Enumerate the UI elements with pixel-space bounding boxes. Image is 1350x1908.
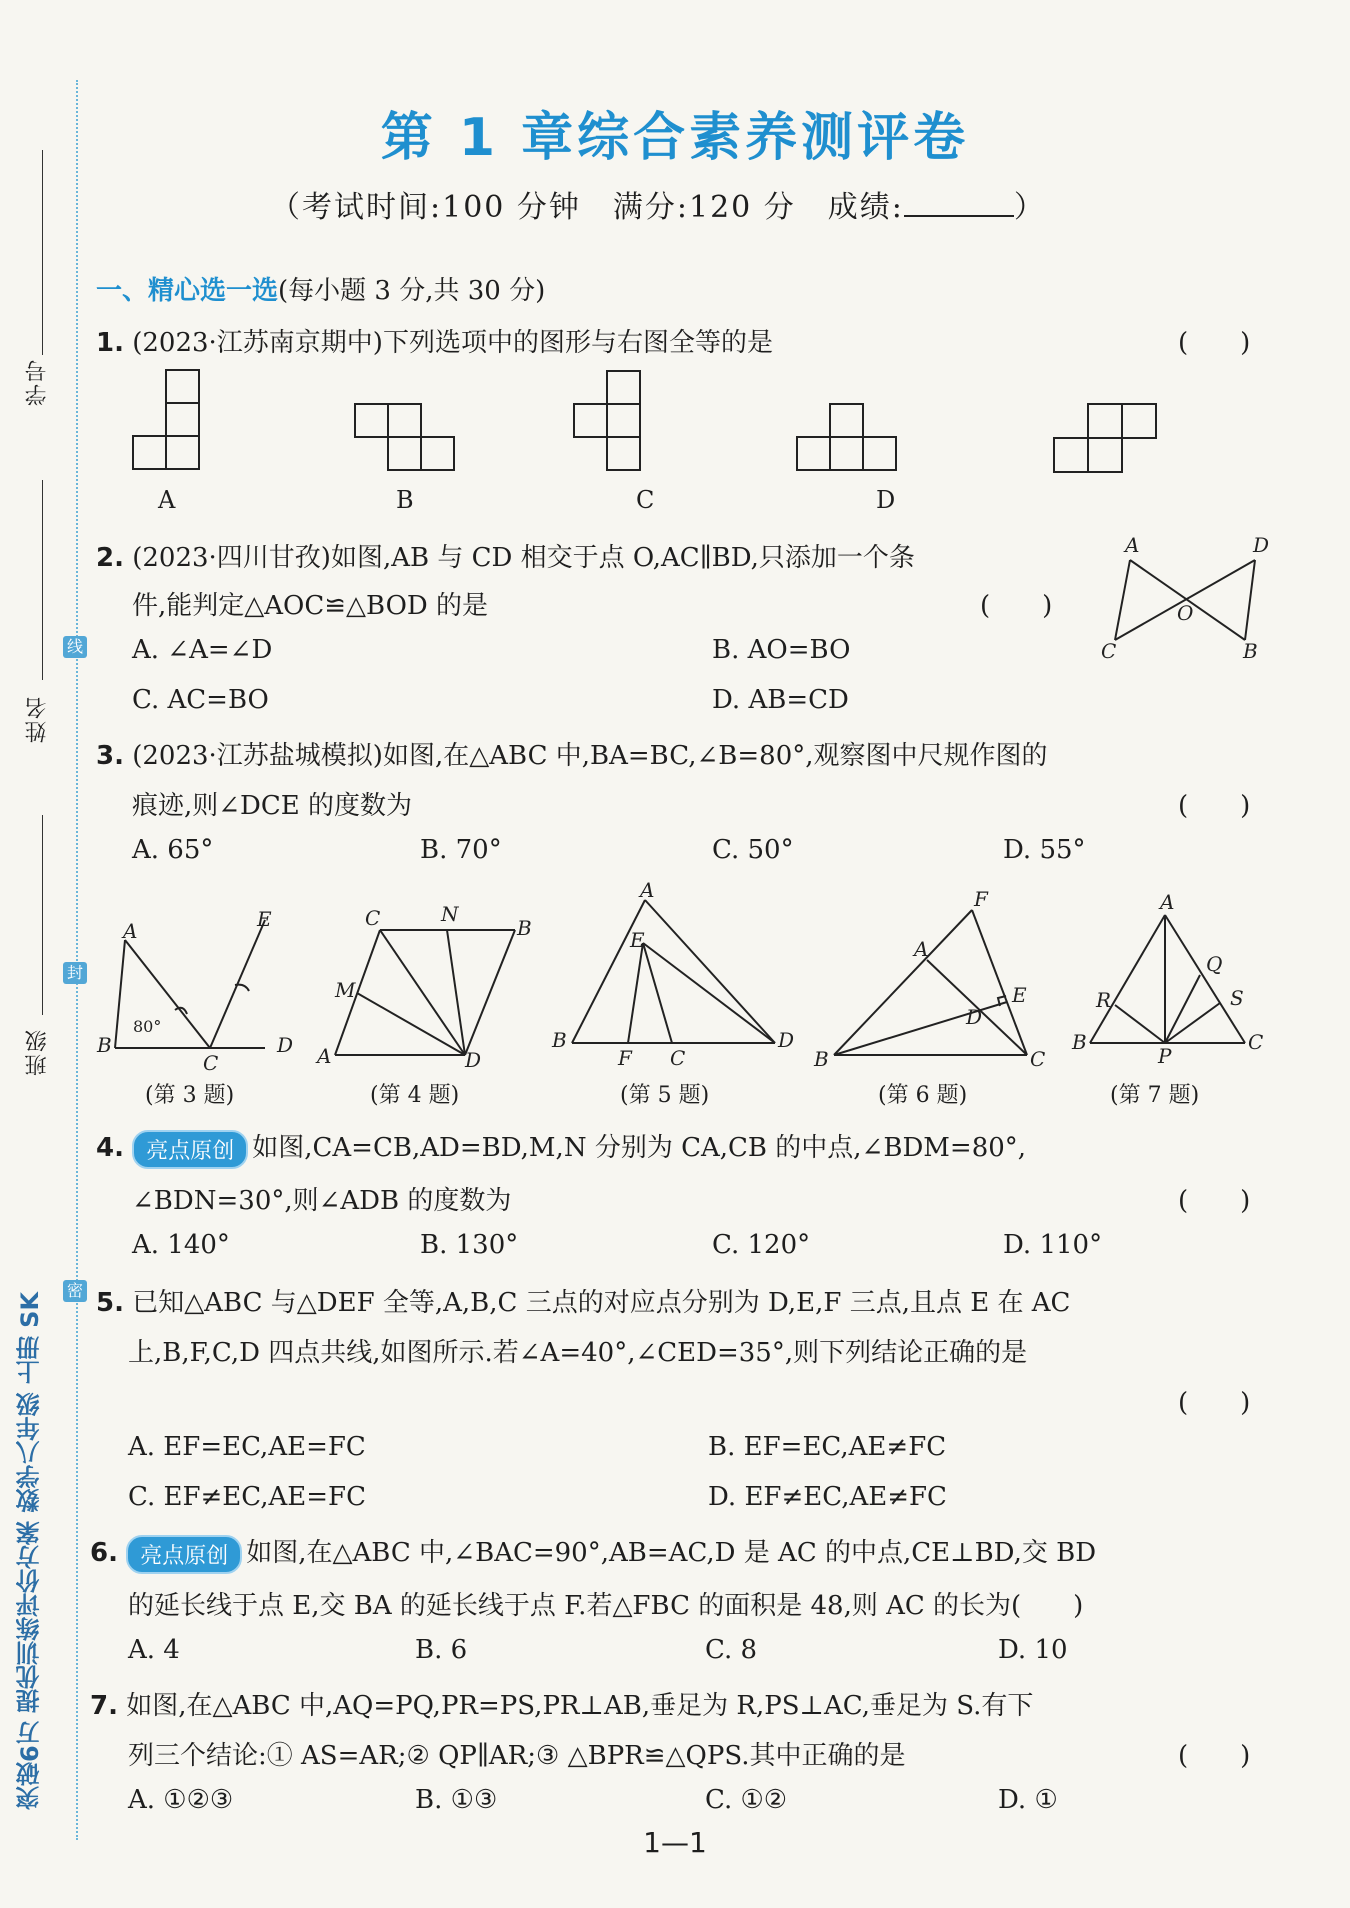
svg-text:B: B <box>1072 1030 1087 1054</box>
svg-text:N: N <box>441 902 459 926</box>
exam-info: （考试时间:100 分钟 满分:120 分 成绩: ） <box>270 190 1046 225</box>
question-3-line1: 3. (2023·江苏盐城模拟)如图,在△ABC 中,BA=BC,∠B=80°,观察图中尺规作图的 <box>96 741 1048 771</box>
answer-paren-3[interactable]: ( ) <box>1178 791 1251 821</box>
question-7-line1: 7. 如图,在△ABC 中,AQ=PQ,PR=PS,PR⊥AB,垂足为 R,PS⊥AC,垂足为 S.有下 <box>90 1691 1034 1721</box>
answer-paren-1[interactable]: ( ) <box>1178 328 1251 358</box>
q4-option-c[interactable]: C. 120° <box>712 1230 811 1260</box>
q2-option-b[interactable]: B. AO=BO <box>712 635 851 665</box>
svg-text:E: E <box>1012 983 1027 1007</box>
svg-text:A: A <box>640 878 655 902</box>
question-5-line2: 上,B,F,C,D 四点共线,如图所示.若∠A=40°,∠CED=35°,则下列结论正确的是 <box>128 1338 1028 1368</box>
q3-option-b[interactable]: B. 70° <box>420 835 502 865</box>
page-title: 第 1 章综合素养测评卷 <box>380 108 970 168</box>
svg-text:A: A <box>1160 890 1175 914</box>
svg-text:B: B <box>552 1028 567 1052</box>
q2-option-c[interactable]: C. AC=BO <box>132 685 269 715</box>
q4-option-b[interactable]: B. 130° <box>420 1230 519 1260</box>
q5-option-d[interactable]: D. EF≠EC,AE≠FC <box>708 1482 947 1512</box>
name-label: 姓名 <box>25 695 50 743</box>
figure-5 <box>550 878 800 1070</box>
answer-paren-7[interactable]: ( ) <box>1178 1741 1251 1771</box>
svg-text:C: C <box>365 906 381 930</box>
answer-paren-4[interactable]: ( ) <box>1178 1186 1251 1216</box>
q1-label-c[interactable]: C <box>636 486 655 514</box>
svg-text:S: S <box>1230 986 1244 1010</box>
figure-5-caption: (第 5 题) <box>620 1083 710 1108</box>
q3-option-a[interactable]: A. 65° <box>132 835 214 865</box>
figure-3 <box>95 900 305 1075</box>
answer-paren-5[interactable]: ( ) <box>1178 1388 1251 1418</box>
svg-text:B: B <box>814 1047 829 1071</box>
figure-6-caption: (第 6 题) <box>878 1083 968 1108</box>
book-title: 突破6万 提优训练评价方案 数学八年级 上册 SK <box>16 1291 44 1810</box>
q6-option-b[interactable]: B. 6 <box>415 1635 468 1665</box>
class-line <box>42 815 43 1015</box>
score-blank[interactable] <box>904 191 1014 217</box>
q2-figure <box>1095 533 1275 663</box>
q1-label-b[interactable]: B <box>396 486 414 514</box>
q1-label-a[interactable]: A <box>158 486 176 514</box>
svg-text:R: R <box>1096 988 1112 1012</box>
figure-4 <box>315 902 540 1072</box>
question-4-line1: 4. 亮点原创 如图,CA=CB,AD=BD,M,N 分别为 CA,CB 的中点,∠BDM=80°, <box>96 1127 1026 1169</box>
q7-option-d[interactable]: D. ① <box>998 1785 1058 1815</box>
question-6-line1: 6. 亮点原创 如图,在△ABC 中,∠BAC=90°,AB=AC,D 是 AC 的中点,CE⊥BD,交 BD <box>90 1532 1096 1574</box>
tag-secret: 密 <box>63 1280 87 1302</box>
q4-option-d[interactable]: D. 110° <box>1003 1230 1103 1260</box>
svg-text:B: B <box>97 1033 112 1057</box>
q1-shapes <box>130 370 1230 480</box>
svg-text:C: C <box>1101 639 1117 663</box>
svg-text:Q: Q <box>1206 952 1223 976</box>
svg-text:80°: 80° <box>133 1017 162 1036</box>
question-3-line2: 痕迹,则∠DCE 的度数为 <box>132 791 413 821</box>
svg-text:B: B <box>1243 639 1258 663</box>
tag-line: 线 <box>63 636 87 658</box>
svg-text:D: D <box>465 1048 482 1072</box>
original-badge: 亮点原创 <box>132 1130 248 1169</box>
svg-text:E: E <box>630 928 645 952</box>
svg-text:E: E <box>257 907 272 931</box>
svg-text:C: C <box>670 1046 686 1070</box>
figure-7 <box>1070 890 1270 1070</box>
figure-7-caption: (第 7 题) <box>1110 1083 1200 1108</box>
tag-seal: 封 <box>63 962 87 984</box>
q2-option-d[interactable]: D. AB=CD <box>712 685 849 715</box>
page-number: 1—1 <box>643 1826 707 1859</box>
student-no-label: 学号 <box>25 358 50 406</box>
svg-text:F: F <box>974 887 988 911</box>
q3-option-c[interactable]: C. 50° <box>712 835 794 865</box>
svg-text:C: C <box>1248 1030 1264 1054</box>
q6-option-d[interactable]: D. 10 <box>998 1635 1068 1665</box>
student-no-line <box>42 150 43 355</box>
svg-text:F: F <box>618 1046 632 1070</box>
question-5-line1: 5. 已知△ABC 与△DEF 全等,A,B,C 三点的对应点分别为 D,E,F 三点,且点 E 在 AC <box>96 1288 1071 1318</box>
svg-text:M: M <box>335 978 356 1002</box>
q5-option-c[interactable]: C. EF≠EC,AE=FC <box>128 1482 366 1512</box>
svg-text:A: A <box>914 937 929 961</box>
q4-option-a[interactable]: A. 140° <box>132 1230 230 1260</box>
question-2-line2: 件,能判定△AOC≌△BOD 的是 <box>132 591 489 621</box>
answer-paren-2[interactable]: ( ) <box>980 591 1053 621</box>
question-4-line2: ∠BDN=30°,则∠ADB 的度数为 <box>132 1186 512 1216</box>
original-badge: 亮点原创 <box>126 1535 242 1574</box>
section-heading: 一、精心选一选(每小题 3 分,共 30 分) <box>96 276 546 306</box>
q6-option-a[interactable]: A. 4 <box>128 1635 180 1665</box>
question-6-line2: 的延长线于点 E,交 BA 的延长线于点 F.若△FBC 的面积是 48,则 AC 的长为( ) <box>128 1591 1084 1621</box>
question-2-line1: 2. (2023·四川甘孜)如图,AB 与 CD 相交于点 O,AC∥BD,只添加一个条 <box>96 543 915 573</box>
q5-option-b[interactable]: B. EF=EC,AE≠FC <box>708 1432 947 1462</box>
question-1: 1. (2023·江苏南京期中)下列选项中的图形与右图全等的是 <box>96 328 773 358</box>
figure-3-caption: (第 3 题) <box>145 1083 235 1108</box>
class-label: 班级 <box>25 1028 50 1076</box>
q6-option-c[interactable]: C. 8 <box>705 1635 758 1665</box>
question-7-line2: 列三个结论:① AS=AR;② QP∥AR;③ △BPR≌△QPS.其中正确的是 <box>128 1741 906 1771</box>
figure-6 <box>812 887 1052 1071</box>
q7-option-c[interactable]: C. ①② <box>705 1785 788 1815</box>
svg-text:D: D <box>1253 533 1270 557</box>
svg-text:A: A <box>123 919 138 943</box>
q3-option-d[interactable]: D. 55° <box>1003 835 1086 865</box>
q5-option-a[interactable]: A. EF=EC,AE=FC <box>128 1432 366 1462</box>
svg-text:B: B <box>517 916 532 940</box>
q1-label-d[interactable]: D <box>876 486 896 514</box>
name-line <box>42 480 43 680</box>
svg-text:C: C <box>1030 1047 1046 1071</box>
svg-text:A: A <box>1125 533 1140 557</box>
svg-text:A: A <box>317 1044 332 1068</box>
q7-option-a[interactable]: A. ①②③ <box>128 1785 234 1815</box>
svg-text:D: D <box>778 1028 795 1052</box>
q7-option-b[interactable]: B. ①③ <box>415 1785 498 1815</box>
figure-4-caption: (第 4 题) <box>370 1083 460 1108</box>
cut-line <box>76 80 78 1840</box>
svg-text:P: P <box>1158 1044 1172 1068</box>
svg-text:O: O <box>1177 601 1194 625</box>
svg-text:D: D <box>966 1005 983 1029</box>
q2-option-a[interactable]: A. ∠A=∠D <box>132 635 273 665</box>
svg-text:C: C <box>203 1051 219 1075</box>
svg-text:D: D <box>277 1033 294 1057</box>
